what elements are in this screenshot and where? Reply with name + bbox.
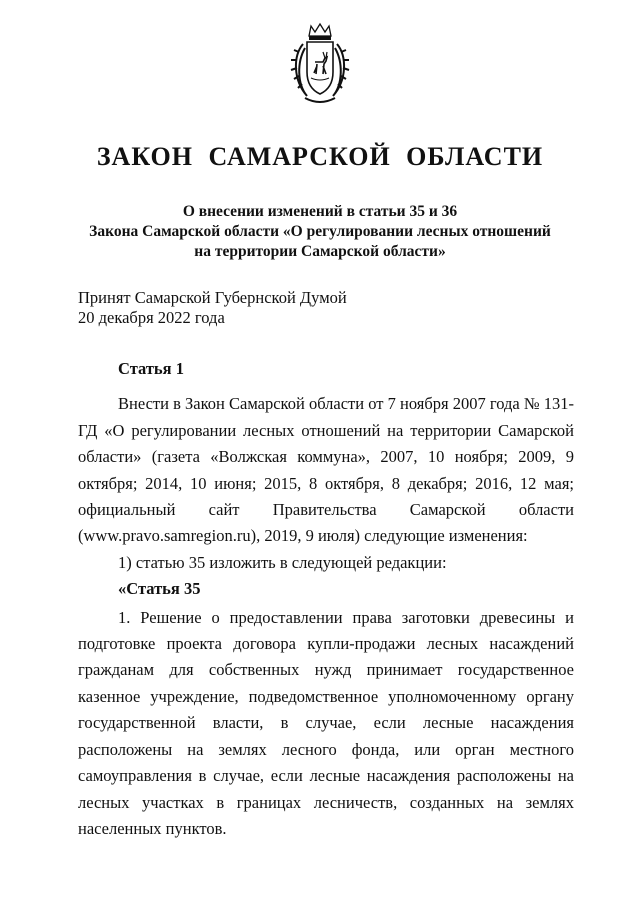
document-body: [78, 356, 574, 842]
subtitle-line: Закона Самарской области «О регулировании лесных отношений: [89, 223, 551, 240]
article-1-heading: Статья 1: [118, 359, 184, 378]
subtitle-line: О внесении изменений в статьи 35 и 36: [182, 203, 458, 220]
coat-of-arms-emblem: [287, 22, 353, 108]
amendment-item-1: 1) статью 35 изложить в следующей редакции:: [118, 552, 447, 572]
document-title: ЗАКОН САМАРСКОЙ ОБЛАСТИ: [96, 142, 544, 171]
article-35-heading: «Статья 35: [118, 579, 201, 599]
adoption-date: 20 декабря 2022 года: [78, 308, 225, 327]
subtitle-line: на территории Самарской области»: [194, 243, 446, 260]
adoption-body: Принят Самарской Губернской Думой: [78, 288, 347, 307]
samara-coat-of-arms-icon: [287, 22, 353, 108]
article-35-paragraph-1: 1. Решение о предоставлении права заготовки древесины и подготовке проекта договора купли-продажи лесных насаждений гражданам для собственных нужд принимает государственное казенное учреждение, подведомственное уполномоченному органу государственной власти, в случае, если лесные насаждения расположены на землях лесного фонда, или орган местного самоуправления в случае, если лесные насаждения расположены на лесных участках в границах лесничеств, созданных на землях населенных пунктов.: [78, 607, 574, 838]
adoption-note: [78, 288, 347, 328]
law-subtitle: [60, 202, 580, 262]
article-1-text: Внести в Закон Самарской области от 7 ноября 2007 года № 131-ГД «О регулировании лесных отношений на территории Самарской области» (газета «Волжская коммуна», 2007, 10 ноября; 2009, 9 октября; 2014, 10 июня; 2015, 8 октября, 8 декабря; 2016, 12 мая; официальный сайт Правительства Самарской области (www.pravo.samregion.ru), 2019, 9 июля) следующие изменения:: [78, 394, 574, 546]
